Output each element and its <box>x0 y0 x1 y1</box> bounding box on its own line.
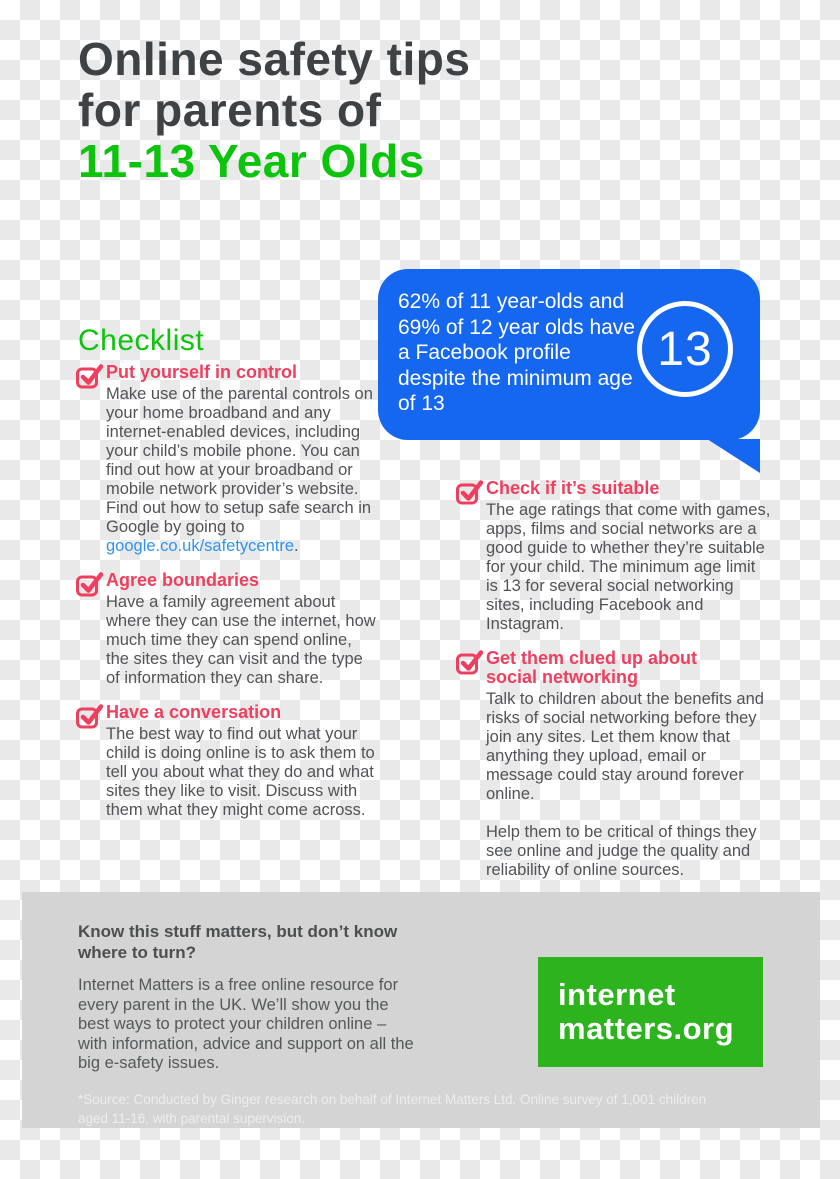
item-body-text-end: . <box>294 537 299 555</box>
item-body: Have a family agreement about where they can use the internet, how much time they can spend online, the sites they can visit and the type of information they can share. <box>106 593 376 687</box>
source-note: *Source: Conducted by Ginger research on behalf of Internet Matters Ltd. Online survey of 1,001 children aged 11-16, with parental supervision. <box>78 1092 707 1126</box>
title-line-2: for parents of <box>78 84 382 136</box>
title-line-3: 11-13 Year Olds <box>78 135 425 187</box>
stat-text: 62% of 11 year-olds and 69% of 12 year olds have a Facebook profile despite the minimum age of 13 <box>398 290 635 415</box>
page-title <box>78 34 470 187</box>
speech-bubble-tail <box>707 439 760 473</box>
checklist-item-suitable <box>486 479 771 634</box>
checklist-item-social-networking <box>486 649 771 880</box>
footer-heading: Know this stuff matters, but don’t know where to turn? <box>78 922 398 962</box>
checkbox-check-icon <box>76 364 103 394</box>
internet-matters-logo <box>538 957 763 1067</box>
age-13-badge-number: 13 <box>657 322 713 376</box>
item-body: The best way to find out what your child is doing online is to ask them to tell you about what they do and what sites they like to visit. Discuss with them what they might come across. <box>106 725 375 819</box>
footer-panel <box>22 892 820 1128</box>
checklist-heading: Checklist <box>78 324 205 357</box>
checkbox-check-icon <box>76 572 103 602</box>
age-13-badge <box>637 301 733 397</box>
item-body-2: Help them to be critical of things they see online and judge the quality and reliability of online sources. <box>486 823 757 879</box>
footer-body: Internet Matters is a free online resource for every parent in the UK. We’ll show you the best ways to protect your children online – with information, advice and support on all the big e-safety issues. <box>78 976 414 1072</box>
title-line-1: Online safety tips <box>78 33 471 85</box>
checkbox-check-icon <box>76 704 103 734</box>
item-body: Talk to children about the benefits and risks of social networking before they join any sites. Let them know that anything they upload, email or message could stay around forever online. <box>486 690 764 803</box>
checkbox-check-icon <box>456 650 483 680</box>
item-title: Check if it’s suitable <box>486 478 660 498</box>
checkbox-check-icon <box>456 480 483 510</box>
item-title: Have a conversation <box>106 702 282 722</box>
logo-line-1: internet <box>558 977 676 1012</box>
item-title: Put yourself in control <box>106 362 298 382</box>
logo-line-2: matters.org <box>558 1011 735 1046</box>
safety-centre-link[interactable]: google.co.uk/safetycentre <box>106 537 295 555</box>
item-title: Get them clued up about social networking <box>486 648 698 687</box>
item-body <box>106 385 378 556</box>
item-body-text: Make use of the parental controls on your home broadband and any internet-enabled devices, including your child’s mobile phone. You can find out how at your broadband or mobile network provider’s website. Find out how to setup safe search in Google by going to <box>106 385 373 536</box>
item-title: Agree boundaries <box>106 570 260 590</box>
stat-speech-bubble <box>378 269 760 440</box>
checklist-item-boundaries <box>106 571 378 688</box>
checklist-item-control <box>106 363 378 556</box>
checklist-item-conversation <box>106 703 378 820</box>
item-body: The age ratings that come with games, apps, films and social networks are a good guide to whether they’re suitable for your child. The minimum age limit is 13 for several social networking sites, including Facebook and Instagram. <box>486 501 771 633</box>
